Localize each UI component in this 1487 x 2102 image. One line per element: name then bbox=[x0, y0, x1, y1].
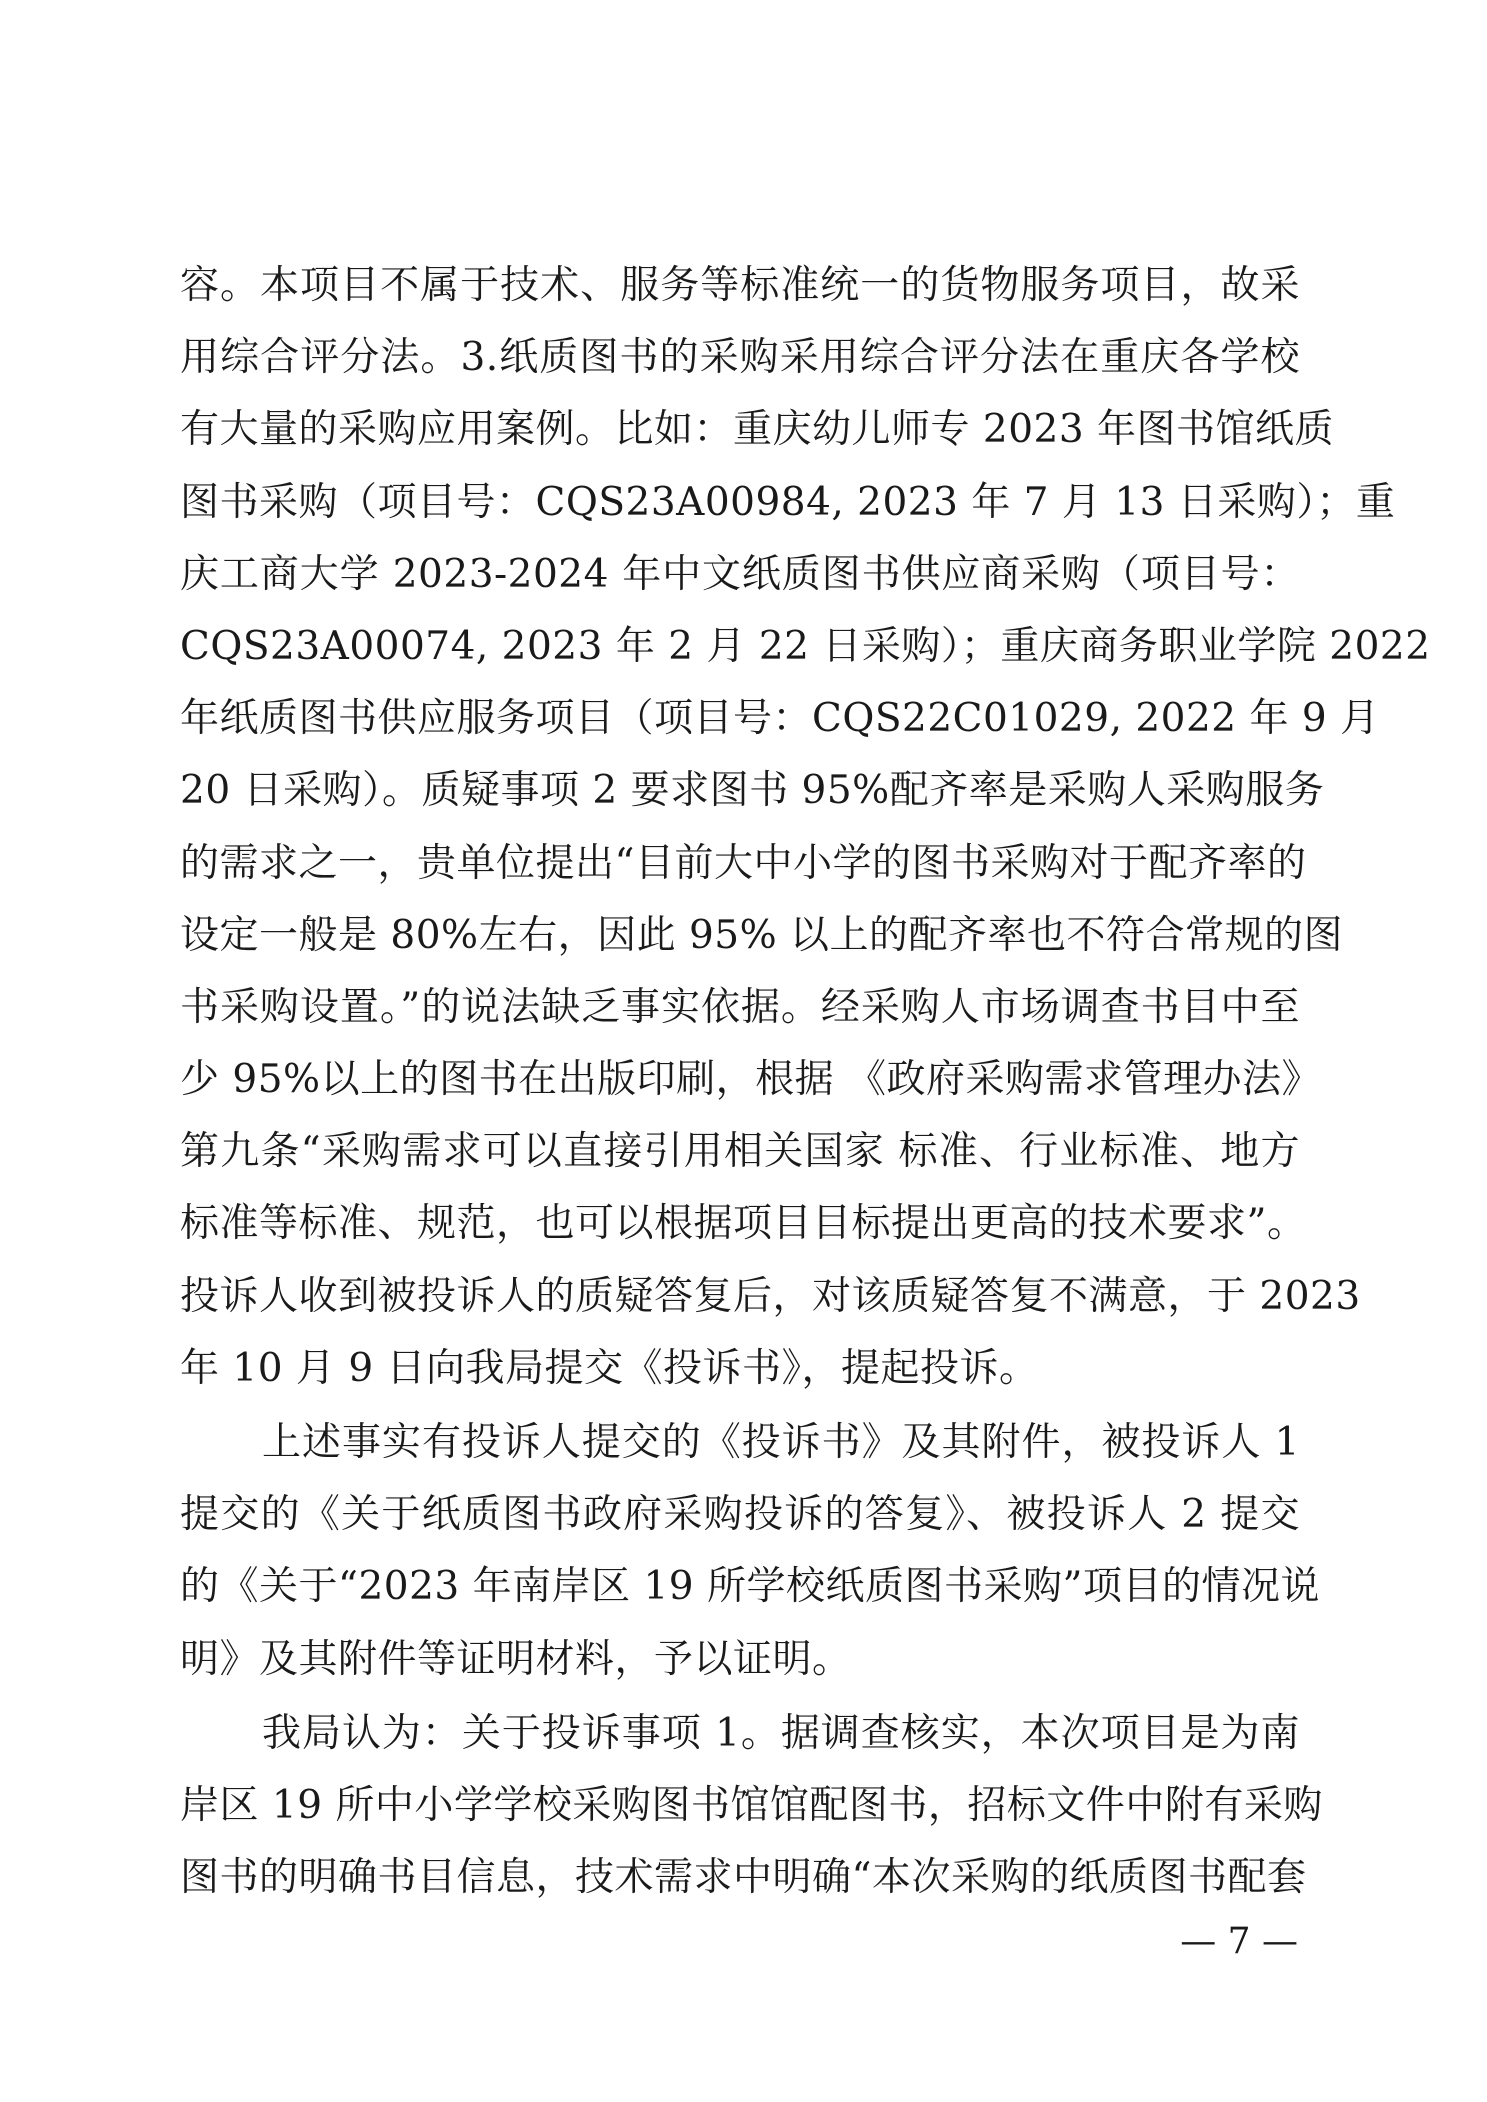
text-line: 标准等标准、规范，也可以根据项目目标提出更高的技术要求”。 bbox=[180, 1201, 1307, 1247]
text-line: 图书采购（项目号：CQS23A00984, 2023 年 7 月 13 日采购）；重 bbox=[180, 479, 1396, 525]
text-line: 岸区 19 所中小学学校采购图书馆馆配图书，招标文件中附有采购 bbox=[180, 1782, 1323, 1828]
text-line: 的需求之一，贵单位提出“目前大中小学的图书采购对于配齐率的 bbox=[180, 840, 1307, 886]
text-line: 用综合评分法。3.纸质图书的采购采用综合评分法在重庆各学校 bbox=[180, 335, 1300, 381]
text-line: 我局认为：关于投诉事项 1。据调查核实，本次项目是为南 bbox=[262, 1710, 1300, 1756]
page-number: — 7 — bbox=[1180, 1921, 1298, 1962]
text-line: 上述事实有投诉人提交的《投诉书》及其附件，被投诉人 1 bbox=[262, 1420, 1300, 1465]
text-line: 投诉人收到被投诉人的质疑答复后，对该质疑答复不满意，于 2023 bbox=[180, 1273, 1361, 1319]
text-line: 年 10 月 9 日向我局提交《投诉书》，提起投诉。 bbox=[180, 1345, 1039, 1391]
text-line: 庆工商大学 2023-2024 年中文纸质图书供应商采购（项目号： bbox=[180, 551, 1300, 597]
text-line: 图书的明确书目信息，技术需求中明确“本次采购的纸质图书配套 bbox=[180, 1855, 1307, 1901]
text-line: 书采购设置。”的说法缺乏事实依据。经采购人市场调查书目中至 bbox=[180, 984, 1300, 1030]
text-line: 有大量的采购应用案例。比如：重庆幼儿师专 2023 年图书馆纸质 bbox=[180, 407, 1335, 453]
text-line: 的《关于“2023 年南岸区 19 所学校纸质图书采购”项目的情况说 bbox=[180, 1564, 1320, 1610]
text-line: 提交的《关于纸质图书政府采购投诉的答复》、被投诉人 2 提交 bbox=[180, 1492, 1300, 1538]
text-line: 第九条“采购需求可以直接引用相关国家 标准、行业标准、地方 bbox=[180, 1129, 1300, 1175]
text-line: 明》及其附件等证明材料，予以证明。 bbox=[180, 1636, 852, 1682]
text-line: 设定一般是 80%左右，因此 95% 以上的配齐率也不符合常规的图 bbox=[180, 912, 1344, 958]
text-line: 容。本项目不属于技术、服务等标准统一的货物服务项目，故采 bbox=[180, 263, 1300, 308]
text-line: 少 95%以上的图书在出版印刷，根据 《政府采购需求管理办法》 bbox=[180, 1057, 1321, 1103]
text-line: CQS23A00074, 2023 年 2 月 22 日采购）；重庆商务职业学院 2022 bbox=[180, 623, 1431, 669]
text-line: 年纸质图书供应服务项目（项目号：CQS22C01029, 2022 年 9 月 bbox=[180, 696, 1380, 742]
document-body bbox=[180, 250, 1431, 1914]
text-line: 20 日采购）。质疑事项 2 要求图书 95%配齐率是采购人采购服务 bbox=[180, 768, 1325, 814]
